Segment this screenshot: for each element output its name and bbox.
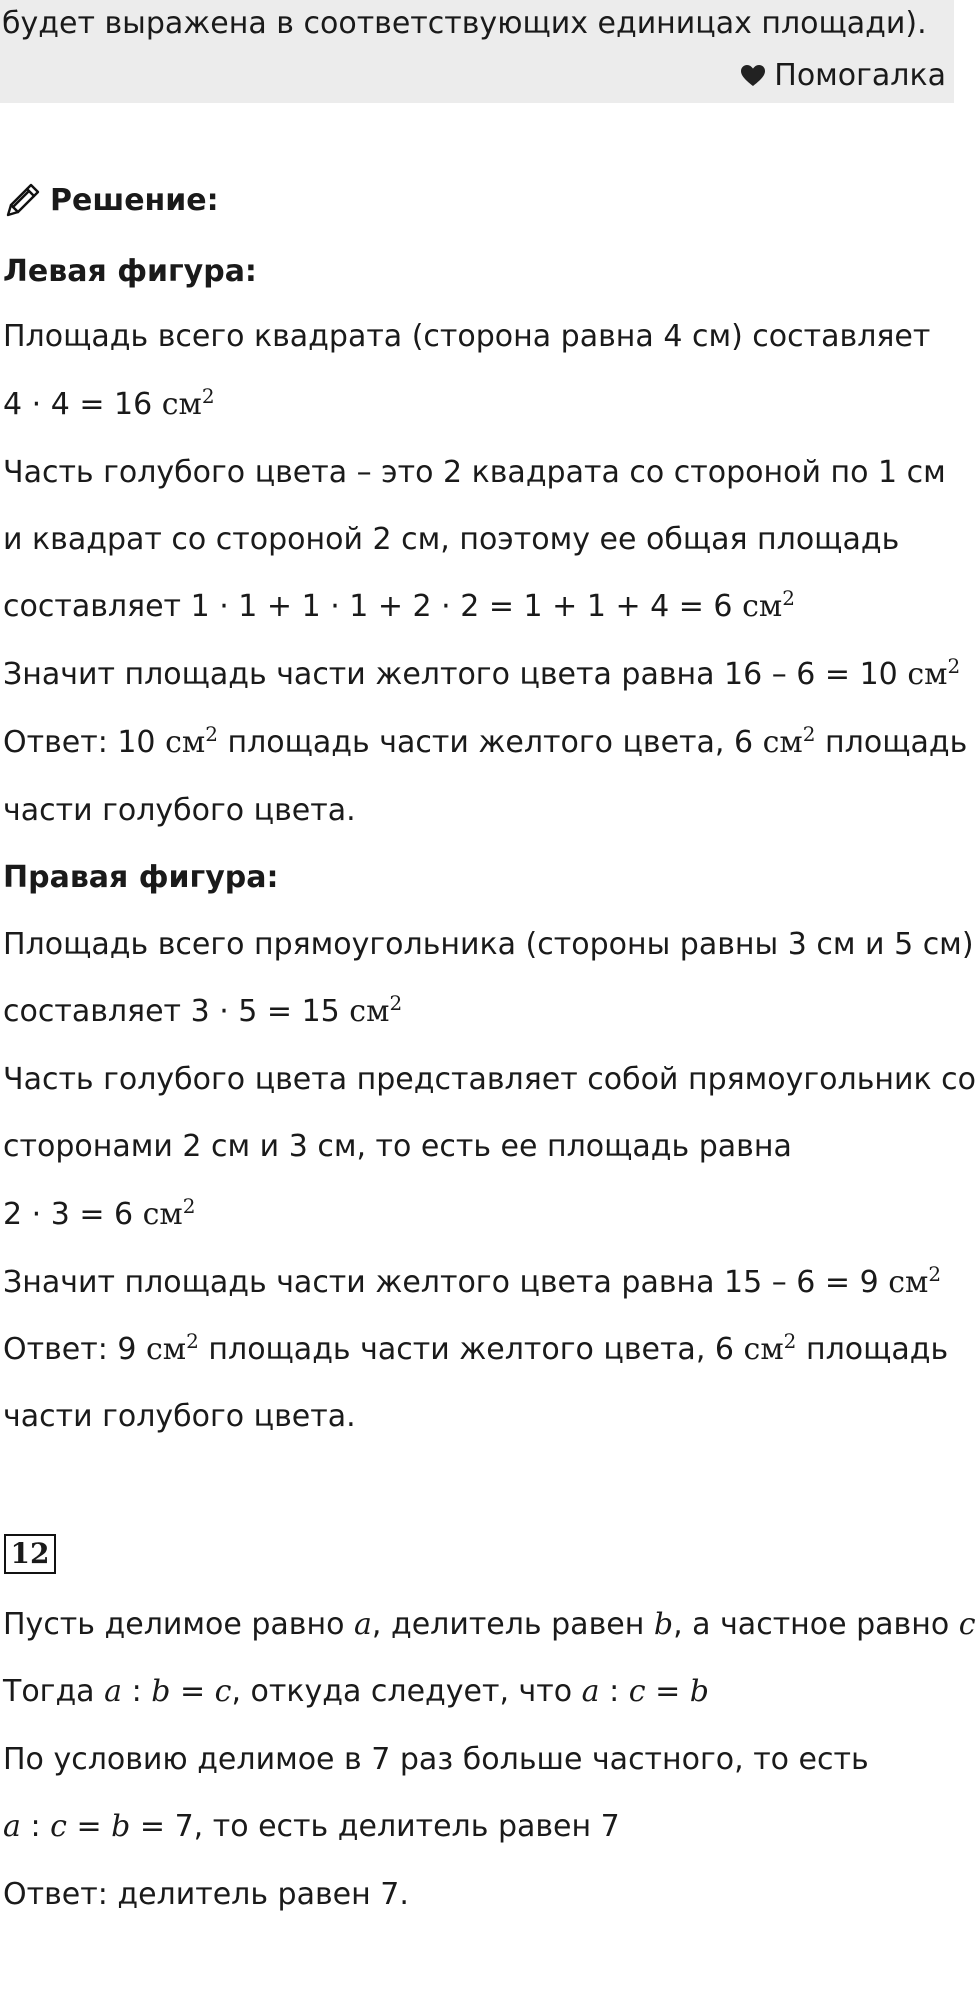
brand-link[interactable]	[740, 52, 946, 100]
pencil-icon	[4, 181, 42, 219]
right-figure-line-5: 2 · 3 = 6 $см^2$	[3, 1194, 196, 1232]
task12-line-2: Тогда a : b = c, откуда следует, что a : c = b	[3, 1674, 710, 1709]
task12-line-3: По условию делимое в 7 раз больше частного, то есть	[3, 1742, 869, 1777]
unit-cm: см	[742, 589, 783, 624]
solution-header	[4, 176, 219, 224]
right-figure-answer-cont: части голубого цвета.	[3, 1399, 356, 1434]
condition-box	[0, 0, 954, 103]
left-figure-line-4: и квадрат со стороной 2 см, поэтому ее общая площадь	[3, 522, 900, 557]
heart-icon	[740, 64, 766, 88]
left-figure-answer: Ответ: 10 $см^2$ площадь части желтого цвета, 6 $см^2$ площадь	[3, 722, 968, 760]
condition-text: будет выражена в соответствующих единицах площади).	[2, 6, 927, 41]
right-figure-answer: Ответ: 9 $см^2$ площадь части желтого цвета, 6 $см^2$ площадь	[3, 1329, 949, 1367]
unit-cm: см	[907, 657, 948, 692]
right-figure-line-1: Площадь всего прямоугольника (стороны равны 3 см и 5 см)	[3, 927, 974, 962]
task12-line-1: Пусть делимое равно a, делитель равен b, а частное равно c	[3, 1607, 976, 1642]
left-figure-line-6: Значит площадь части желтого цвета равна 16 – 6 = 10 $см^2$	[3, 654, 961, 692]
task12-line-4: a : c = b = 7, то есть делитель равен 7	[3, 1809, 620, 1844]
left-figure-heading: Левая фигура:	[3, 254, 257, 289]
brand-label: Помогалка	[774, 58, 946, 93]
left-figure-line-1: Площадь всего квадрата (сторона равна 4 см) составляет	[3, 319, 931, 354]
left-figure-line-5: составляет 1 · 1 + 1 · 1 + 2 · 2 = 1 + 1 + 4 = 6 $см^2$	[3, 586, 795, 624]
left-figure-line-3: Часть голубого цвета – это 2 квадрата со стороной по 1 см	[3, 455, 946, 490]
right-figure-line-2: составляет 3 · 5 = 15 $см^2$	[3, 991, 403, 1029]
right-figure-line-6: Значит площадь части желтого цвета равна 15 – 6 = 9 $см^2$	[3, 1262, 942, 1300]
left-figure-answer-cont: части голубого цвета.	[3, 793, 356, 828]
left-figure-line-2: 4 · 4 = 16 $см^2$	[3, 384, 215, 422]
task12-answer: Ответ: делитель равен 7.	[3, 1877, 409, 1912]
unit-cm: см	[161, 387, 202, 422]
task-number-box: 12	[4, 1534, 56, 1574]
right-figure-heading: Правая фигура:	[3, 860, 279, 895]
right-figure-line-3: Часть голубого цвета представляет собой прямоугольник со	[3, 1062, 976, 1097]
solution-title: Решение:	[50, 182, 219, 218]
right-figure-line-4: сторонами 2 см и 3 см, то есть ее площадь равна	[3, 1129, 792, 1164]
